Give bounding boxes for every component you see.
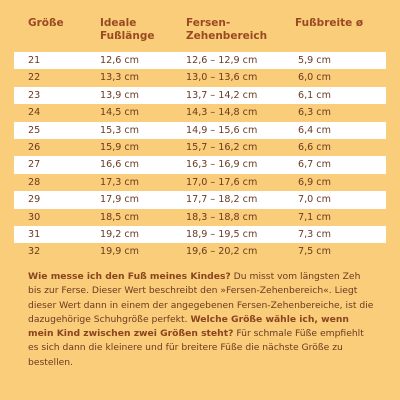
header-foot-width: Fußbreite ø <box>295 17 364 29</box>
cell-ideal-length: 13,3 cm <box>100 72 140 84</box>
cell-size: 31 <box>28 228 41 240</box>
cell-ideal-length: 15,3 cm <box>100 124 140 136</box>
table-row <box>14 156 386 173</box>
cell-range: 12,6 – 12,9 cm <box>186 55 258 66</box>
cell-ideal-length: 14,5 cm <box>100 107 140 119</box>
cell-size: 21 <box>28 55 41 66</box>
cell-ideal-length: 13,9 cm <box>100 89 140 101</box>
table-row <box>14 87 386 104</box>
table-row <box>14 226 386 243</box>
cell-size: 32 <box>28 246 41 258</box>
cell-width: 6,6 cm <box>298 141 331 153</box>
table-row <box>14 104 386 121</box>
header-size: Größe <box>28 17 64 29</box>
table-row <box>14 209 386 226</box>
cell-width: 7,0 cm <box>298 194 331 206</box>
cell-range: 13,7 – 14,2 cm <box>186 89 258 101</box>
header-ideal-length-line1: Ideale <box>100 17 137 29</box>
cell-ideal-length: 19,2 cm <box>100 228 140 240</box>
cell-size: 25 <box>28 124 41 136</box>
cell-range: 18,9 – 19,5 cm <box>186 228 258 240</box>
cell-size: 29 <box>28 194 41 206</box>
cell-size: 30 <box>28 211 41 223</box>
cell-width: 6,7 cm <box>298 159 331 171</box>
table-row <box>14 122 386 139</box>
table-row <box>14 191 386 208</box>
header-ideal-length-line2: Fußlänge <box>100 30 155 42</box>
cell-ideal-length: 18,5 cm <box>100 211 140 223</box>
cell-range: 17,0 – 17,6 cm <box>186 176 258 188</box>
question-between-sizes: Welche Größe wähle ich, wenn mein Kind zwischen zwei Größen steht? <box>28 313 349 340</box>
cell-size: 23 <box>28 89 41 101</box>
cell-range: 13,0 – 13,6 cm <box>186 72 258 84</box>
table-row <box>14 139 386 156</box>
table-row <box>14 243 386 260</box>
cell-width: 7,5 cm <box>298 246 331 258</box>
cell-ideal-length: 19,9 cm <box>100 246 140 258</box>
table-row <box>14 174 386 191</box>
question-how-to-measure: Wie messe ich den Fuß meines Kindes? <box>28 271 231 282</box>
cell-range: 14,9 – 15,6 cm <box>186 124 258 136</box>
cell-range: 18,3 – 18,8 cm <box>186 211 258 223</box>
header-ideal-length <box>100 17 154 43</box>
answer-how-to-measure: Du misst vom längsten Zeh bis zur Ferse. Dieser Wert beschreibt den »Fersen-Zehenbereich«. Liegt dieser Wert dann in einem der angegebenen Fersen-Zehenbereiche, ist die dazugehörige Schuhgröße perfekt. <box>28 271 374 325</box>
cell-ideal-length: 12,6 cm <box>100 55 140 66</box>
cell-width: 6,0 cm <box>298 72 331 84</box>
cell-width: 6,4 cm <box>298 124 331 136</box>
cell-width: 5,9 cm <box>298 55 331 66</box>
cell-range: 16,3 – 16,9 cm <box>186 159 258 171</box>
cell-ideal-length: 17,3 cm <box>100 176 140 188</box>
cell-ideal-length: 16,6 cm <box>100 159 140 171</box>
cell-width: 7,3 cm <box>298 228 331 240</box>
cell-size: 27 <box>28 159 41 171</box>
cell-size: 22 <box>28 72 41 84</box>
table-row <box>14 69 386 86</box>
answer-between-sizes: Für schmale Füße empfiehlt es sich dann die kleinere und für breitere Füße die nächste Größe zu bestellen. <box>28 328 364 368</box>
cell-width: 7,1 cm <box>298 211 331 223</box>
table-row <box>14 52 386 69</box>
table-header <box>0 17 400 51</box>
header-heel-toe-line2: Zehenbereich <box>186 30 268 42</box>
size-table <box>14 52 386 261</box>
cell-ideal-length: 15,9 cm <box>100 141 140 153</box>
cell-width: 6,9 cm <box>298 176 331 188</box>
cell-width: 6,3 cm <box>298 107 331 119</box>
header-heel-toe-range <box>186 17 267 43</box>
measuring-info-text <box>28 270 374 370</box>
header-heel-toe-line1: Fersen- <box>186 17 231 29</box>
cell-range: 15,7 – 16,2 cm <box>186 141 258 153</box>
cell-size: 26 <box>28 141 41 153</box>
cell-range: 17,7 – 18,2 cm <box>186 194 258 206</box>
cell-ideal-length: 17,9 cm <box>100 194 140 206</box>
cell-size: 24 <box>28 107 41 119</box>
cell-size: 28 <box>28 176 41 188</box>
cell-range: 19,6 – 20,2 cm <box>186 246 258 258</box>
cell-range: 14,3 – 14,8 cm <box>186 107 258 119</box>
cell-width: 6,1 cm <box>298 89 331 101</box>
